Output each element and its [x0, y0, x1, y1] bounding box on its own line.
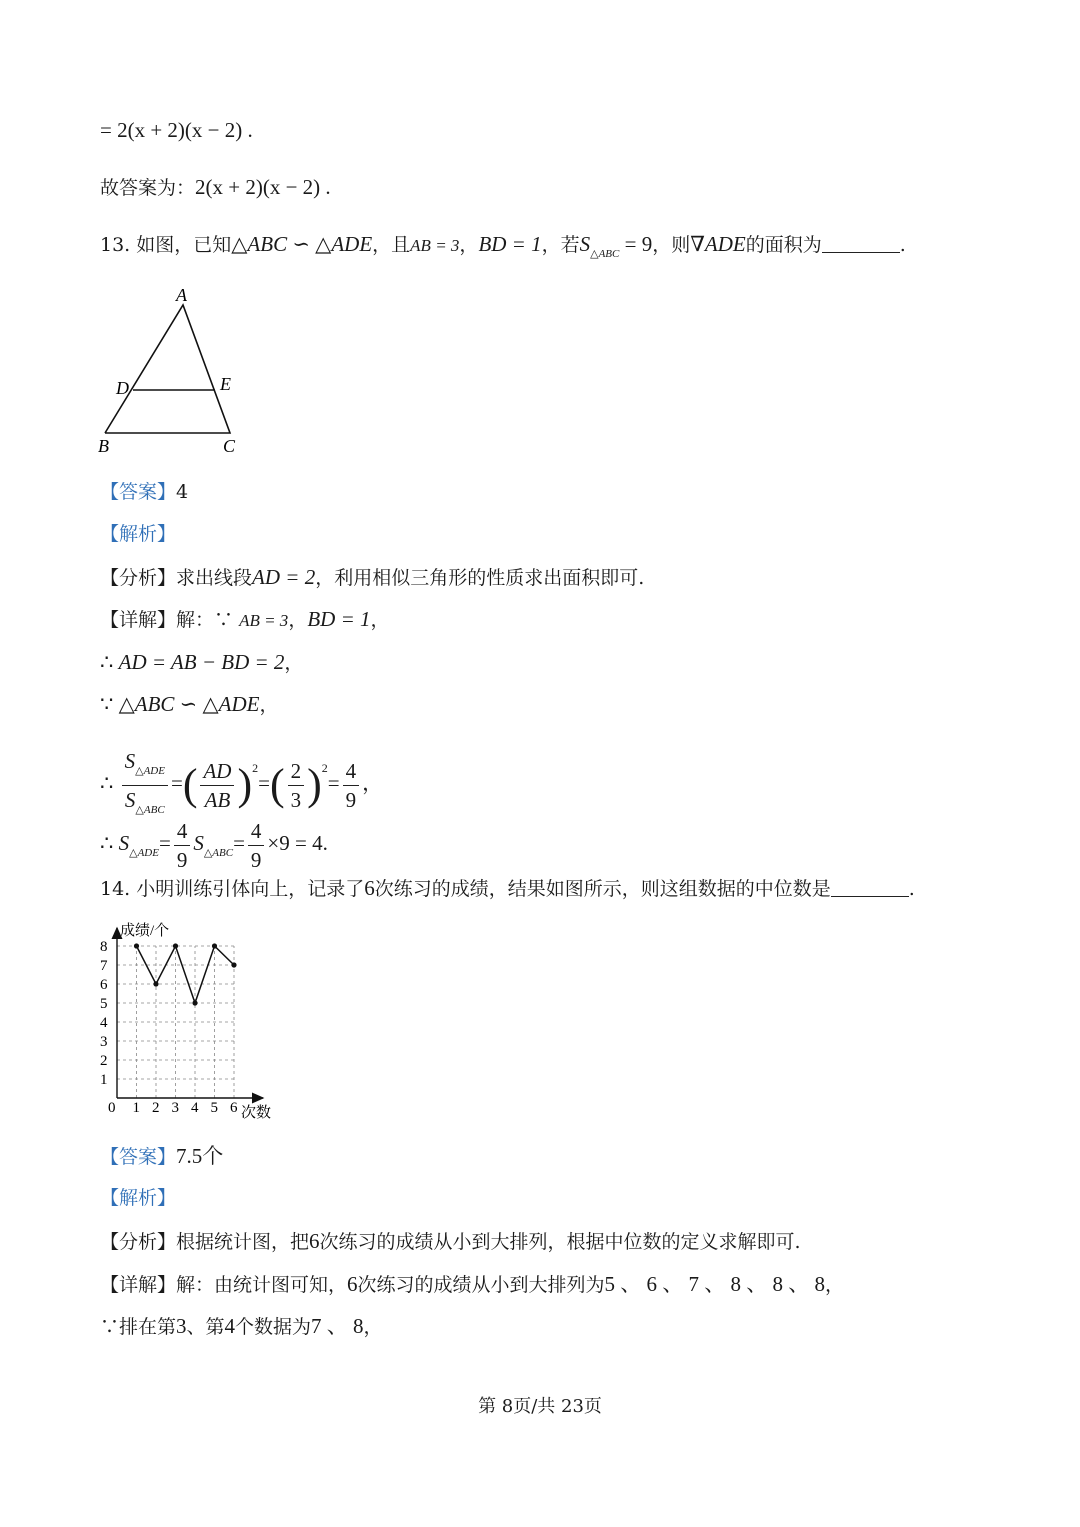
q13-s-val: = 9 [619, 232, 653, 256]
eq-5: = [233, 831, 245, 855]
q14-last-b: 3 [176, 1314, 187, 1338]
q13-stem-a: 13. 如图，已知 [100, 234, 232, 256]
y-tick-labels [100, 939, 108, 1088]
x-tick-label: 2 [152, 1100, 160, 1116]
q13-xiangjie [100, 606, 390, 634]
q13-stem-j: ，则 [652, 234, 691, 256]
q14-last-f: 7 、 8 [311, 1314, 364, 1338]
q14-last [100, 1313, 383, 1340]
q14-last-c: 、第 [186, 1316, 225, 1338]
q14-fenxi-c: 次练习的成绩从小到大排列，根据中位数的定义求解即可. [319, 1231, 801, 1253]
q14-stem-c: 次练习的成绩，结果如图所示，则这组数据的中位数是 [374, 878, 831, 900]
eq-3: = [327, 771, 340, 795]
q13-stem-c: ，且 [372, 234, 411, 256]
data-point [173, 943, 178, 948]
y-tick-label: 3 [100, 1034, 108, 1050]
q14-xiangjie-a: 解：由统计图可知， [176, 1274, 348, 1296]
q14-last-d: 4 [224, 1314, 236, 1338]
q14-fenxi-b: 6 [309, 1229, 320, 1253]
q13-step2-a: ∵ [100, 692, 119, 716]
q13-step2-b: △ABC ∽ △ADE [118, 692, 260, 716]
frac-4b: 4 [174, 817, 191, 846]
q13-fenxi-a: 求出线段 [176, 567, 253, 589]
y-tick-label: 5 [100, 996, 108, 1012]
q14-xiangjie-c: 次练习的成绩从小到大排列为 [357, 1274, 605, 1296]
q13-step3-end: ， [362, 771, 384, 795]
frac-3: 3 [290, 787, 302, 812]
data-point [231, 962, 236, 967]
q13-xiangjie-e: ， [370, 609, 390, 631]
q13-analysis-tag: 【解析】 [100, 523, 177, 545]
q13-xiangjie-tag: 【详解】 [100, 609, 177, 631]
q14-fenxi-a: 根据统计图，把 [176, 1231, 310, 1253]
x-tick-label: 5 [210, 1100, 218, 1116]
factorization-result: = 2(x + 2)(x − 2) . [100, 118, 253, 142]
triangle-figure [90, 280, 260, 460]
q14-analysis-tag: 【解析】 [100, 1187, 177, 1209]
line-chart [95, 915, 285, 1130]
y-tick-label: 2 [100, 1053, 108, 1069]
q13-fenxi-tag: 【分析】 [100, 567, 177, 589]
q13-similar: △ABC ∽ △ADE [231, 232, 373, 256]
triangle-abc [105, 305, 230, 433]
q13-step3: ∴ $\frac{S_{\triangle ADE}}{S_{\triangle ABC}}$ =( $\frac{AD}{AB}$ )$^2$=( $\frac{2}{3}$ )$^2$= $\frac{4}{9}$ ， [100, 737, 383, 799]
s-abc-letter: S [124, 787, 136, 812]
q13-bd: BD = 1 [478, 232, 542, 256]
q13-step1 [100, 649, 303, 676]
y-axis-label: 成绩/个 [120, 923, 170, 939]
q14-stem-a: 14. 小明训练引体向上，记录了 [100, 878, 365, 900]
label-a: A [176, 285, 187, 305]
s-abc-sub: △ABC [135, 803, 165, 816]
q13-stem-l: 的面积为 [745, 234, 822, 256]
data-point [212, 943, 217, 948]
origin-label: 0 [108, 1100, 116, 1116]
q14-xiangjie-tag: 【详解】 [100, 1274, 177, 1296]
s-abc-sub-2: △ABC [203, 847, 234, 859]
q14-answer-blank [831, 878, 909, 897]
series-line [137, 946, 235, 1003]
q13-stem-end: . [899, 234, 906, 256]
q14-fenxi-tag: 【分析】 [100, 1231, 177, 1253]
eq-2: = [258, 771, 270, 795]
x-tick-label: 4 [191, 1100, 199, 1116]
q14-xiangjie-d: 5 、 6 、 7 、 8 、 8 、 8 [604, 1272, 826, 1296]
q14-last-g: ， [363, 1316, 383, 1338]
y-tick-label: 4 [100, 1015, 108, 1031]
label-d: D [116, 378, 129, 398]
answer-prefix: 故答案为： [100, 177, 196, 199]
label-b: B [98, 436, 109, 456]
q14-last-a: ∵排在第 [100, 1316, 177, 1338]
q14-xiangjie-b: 6 [347, 1272, 358, 1296]
x-tick-label: 3 [171, 1100, 179, 1116]
frac-ab: AB [204, 787, 231, 812]
q13-step4-end: . [322, 831, 328, 855]
times-nine: ×9 = 4 [267, 831, 323, 855]
q13-step4 [100, 812, 328, 874]
two-thirds-frac [288, 757, 305, 814]
eq-4: = [158, 831, 171, 855]
y-tick-label: 7 [100, 958, 108, 974]
q14-answer-value: 7.5个 [176, 1144, 224, 1168]
q14-xiangjie [100, 1271, 844, 1298]
x-tick-label: 1 [132, 1100, 140, 1116]
s-ade-sub: △ADE [135, 764, 165, 777]
frac-4: 4 [343, 757, 360, 786]
q14-last-e: 个数据为 [235, 1316, 312, 1338]
y-tick-label: 8 [100, 939, 108, 955]
s-ade-letter: S [124, 748, 136, 773]
s-abc-letter-2: S [193, 831, 204, 855]
x-tick-labels [133, 1100, 239, 1116]
q13-answer-blank [822, 234, 900, 253]
q13-step2-c: ， [259, 694, 279, 716]
x-axis-label: 次数 [241, 1105, 272, 1121]
label-c: C [223, 436, 236, 456]
data-point [192, 1000, 197, 1005]
ad-ab-frac [200, 757, 234, 814]
q13-xiangjie-a: 解：∵ [176, 609, 240, 631]
q13-step1-a: ∴ [100, 650, 119, 674]
q13-step2 [100, 691, 279, 718]
q13-step1-c: ， [284, 652, 304, 674]
q13-stem [100, 231, 906, 267]
q13-answer-value: 4 [176, 481, 189, 503]
q13-answer [100, 479, 188, 505]
q13-stem-g: ，若 [541, 234, 580, 256]
chart-grid [117, 946, 234, 1098]
frac-9c: 9 [250, 847, 262, 872]
power-2: 2 [321, 761, 328, 775]
q13-fenxi [100, 564, 644, 591]
q13-xiangjie-d: BD = 1 [307, 607, 371, 631]
label-e: E [220, 374, 231, 394]
y-tick-label: 1 [100, 1072, 108, 1088]
q14-xiangjie-e: ， [825, 1274, 845, 1296]
q13-xiangjie-b: AB = 3 [239, 611, 289, 630]
q13-step4-therefore: ∴ [100, 831, 114, 855]
q14-answer [100, 1143, 223, 1170]
q13-stem-e: ， [459, 234, 479, 256]
page-footer: 第 8页/共 23页 [478, 1396, 602, 1417]
answer-math: 2(x + 2)(x − 2) . [195, 175, 331, 199]
answer-statement [100, 174, 331, 201]
data-point [134, 943, 139, 948]
q13-fenxi-b: AD = 2 [252, 565, 316, 589]
frac-9b: 9 [176, 847, 188, 872]
x-tick-label: 6 [230, 1100, 238, 1116]
q13-step3-therefore: ∴ [100, 771, 114, 795]
q13-xiangjie-c: ， [288, 609, 308, 631]
q14-stem-b: 6 [364, 876, 375, 900]
frac-4c: 4 [248, 817, 265, 846]
q13-answer-tag: 【答案】 [100, 481, 177, 503]
q13-step1-b: AD = AB − BD = 2 [118, 650, 285, 674]
s-ade-letter-2: S [118, 831, 130, 855]
frac-ad: AD [200, 757, 234, 786]
y-tick-label: 6 [100, 977, 108, 993]
q14-fenxi [100, 1228, 801, 1255]
four-ninths-frac-2 [174, 817, 191, 874]
four-ninths-frac [343, 757, 360, 814]
frac-9: 9 [345, 787, 357, 812]
four-ninths-frac-3 [248, 817, 265, 874]
eq-1: = [170, 771, 183, 795]
frac-2: 2 [288, 757, 305, 786]
q14-stem-end: . [908, 878, 915, 900]
q13-ab: AB = 3 [410, 236, 460, 255]
q13-s: S [579, 232, 591, 256]
power-1: 2 [252, 761, 259, 775]
q13-fenxi-c: ，利用相似三角形的性质求出面积即可. [315, 567, 645, 589]
q13-s-sub: △ABC [590, 248, 620, 260]
q13-ade: ∇ADE [690, 232, 746, 256]
s-ade-sub-2: △ADE [129, 847, 159, 859]
q14-stem [100, 875, 915, 902]
data-point [153, 981, 158, 986]
q14-answer-tag: 【答案】 [100, 1146, 177, 1168]
